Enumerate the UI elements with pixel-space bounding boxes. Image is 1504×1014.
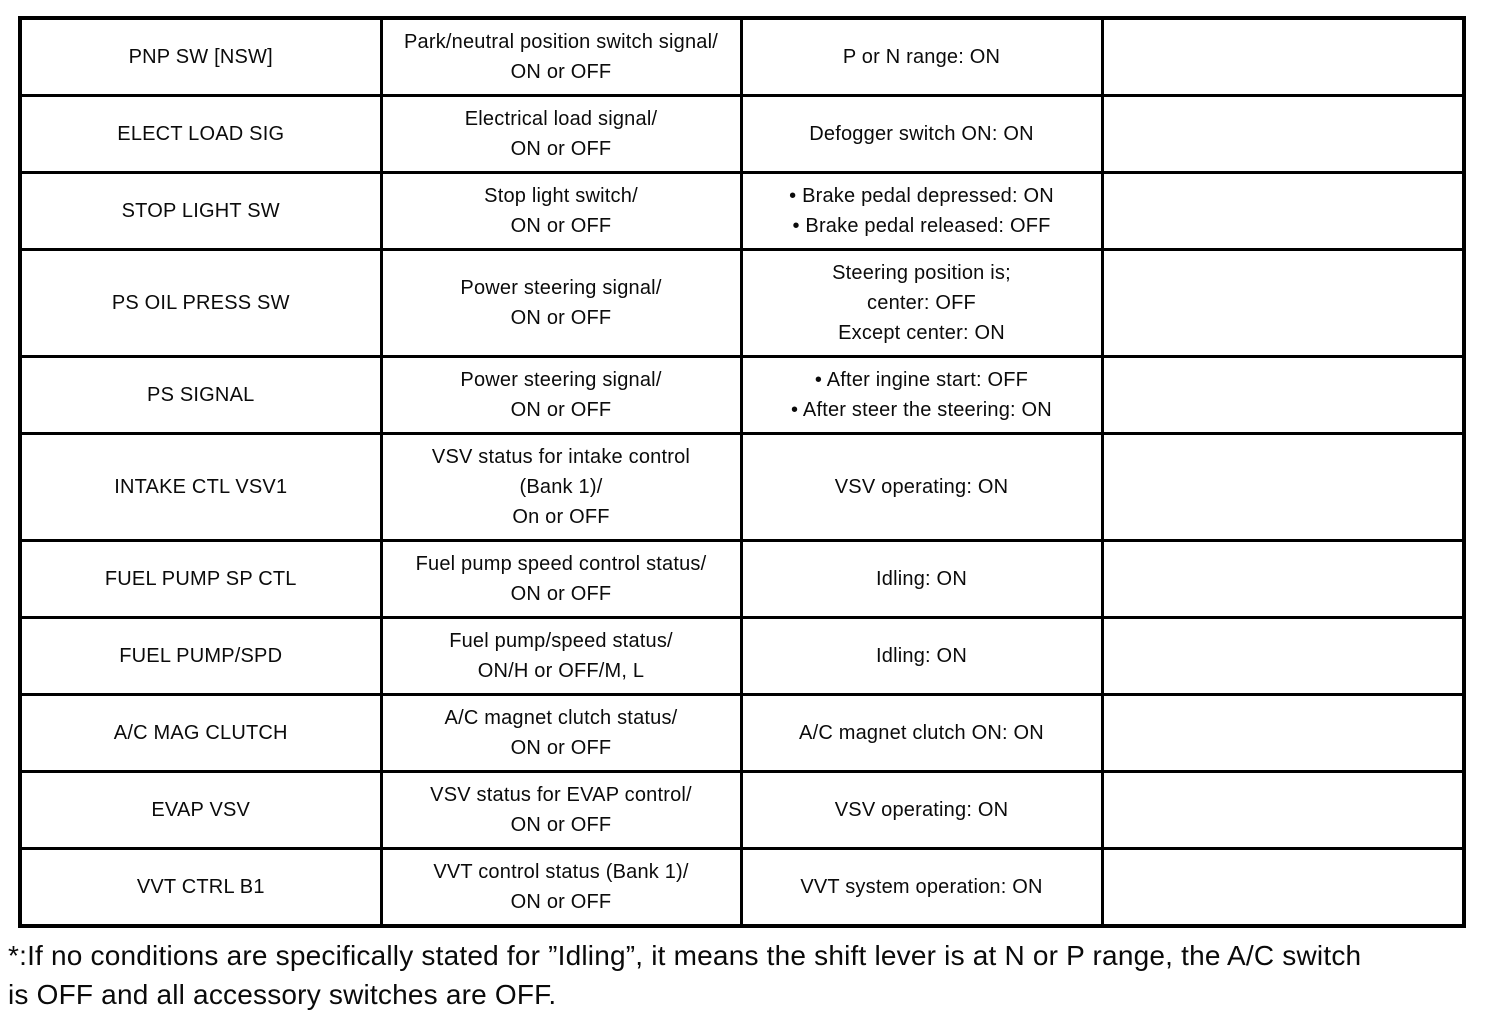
table-row: [20, 18, 1464, 96]
description-line: ON or OFF: [510, 307, 612, 329]
description-line: Fuel pump speed control status/: [415, 553, 707, 575]
table-row: [20, 772, 1464, 849]
table-row: [20, 541, 1464, 618]
description-cell: [381, 250, 741, 357]
description-line: ON or OFF: [510, 891, 612, 913]
condition-line: • Brake pedal depressed: ON: [789, 185, 1054, 207]
notes-cell: [1102, 18, 1464, 96]
condition-cell: [741, 772, 1102, 849]
notes-cell: [1102, 772, 1464, 849]
description-line: VSV status for EVAP control/: [430, 784, 692, 806]
item-cell: [20, 357, 381, 434]
item-cell: [20, 96, 381, 173]
description-line: Stop light switch/: [484, 185, 638, 207]
description-cell: [381, 772, 741, 849]
condition-line: Except center: ON: [838, 322, 1005, 344]
notes-cell: [1102, 434, 1464, 541]
description-line: Fuel pump/speed status/: [449, 630, 673, 652]
description-cell: [381, 96, 741, 173]
notes-cell: [1102, 618, 1464, 695]
condition-line: • Brake pedal released: OFF: [792, 215, 1051, 237]
item-cell: [20, 772, 381, 849]
condition-cell: [741, 250, 1102, 357]
description-line: VSV status for intake control: [431, 446, 691, 468]
notes-cell: [1102, 173, 1464, 250]
table-row: [20, 695, 1464, 772]
item-label: EVAP VSV: [151, 799, 251, 821]
table-row: [20, 434, 1464, 541]
item-label: A/C MAG CLUTCH: [113, 722, 288, 744]
description-line: ON or OFF: [510, 399, 612, 421]
table-row: [20, 357, 1464, 434]
condition-line: P or N range: ON: [842, 46, 1001, 68]
item-cell: [20, 695, 381, 772]
description-cell: [381, 434, 741, 541]
table-row: [20, 250, 1464, 357]
description-cell: [381, 695, 741, 772]
item-cell: [20, 849, 381, 927]
item-cell: [20, 618, 381, 695]
item-label: PS OIL PRESS SW: [111, 292, 290, 314]
item-cell: [20, 173, 381, 250]
condition-cell: [741, 96, 1102, 173]
item-label: STOP LIGHT SW: [121, 200, 280, 222]
item-label: FUEL PUMP/SPD: [119, 645, 283, 667]
item-label: PS SIGNAL: [147, 384, 255, 406]
item-label: VVT CTRL B1: [136, 876, 265, 898]
description-cell: [381, 849, 741, 927]
description-line: ON or OFF: [510, 138, 612, 160]
item-label: ELECT LOAD SIG: [117, 123, 285, 145]
description-cell: [381, 357, 741, 434]
condition-line: VSV operating: ON: [834, 799, 1009, 821]
description-line: (Bank 1)/: [519, 476, 603, 498]
table-row: [20, 173, 1464, 250]
data-table-body: [20, 18, 1464, 926]
description-line: ON or OFF: [510, 583, 612, 605]
item-label: INTAKE CTL VSV1: [114, 476, 288, 498]
condition-line: A/C magnet clutch ON: ON: [799, 722, 1044, 744]
description-line: Power steering signal/: [460, 369, 662, 391]
description-line: ON or OFF: [510, 737, 612, 759]
description-line: On or OFF: [512, 506, 610, 528]
condition-line: VSV operating: ON: [834, 476, 1009, 498]
notes-cell: [1102, 96, 1464, 173]
table-row: [20, 849, 1464, 927]
description-cell: [381, 541, 741, 618]
footnote: [8, 936, 1488, 1014]
condition-cell: [741, 541, 1102, 618]
description-line: Power steering signal/: [460, 277, 662, 299]
footnote-line: *:If no conditions are specifically stated for ”Idling”, it means the shift lever is at N or P range, the A/C switch: [8, 940, 1362, 971]
description-line: VVT control status (Bank 1)/: [433, 861, 689, 883]
condition-cell: [741, 434, 1102, 541]
condition-line: Idling: ON: [876, 568, 967, 590]
description-line: ON or OFF: [510, 61, 612, 83]
description-line: ON or OFF: [510, 215, 612, 237]
condition-cell: [741, 18, 1102, 96]
condition-line: • After ingine start: OFF: [814, 369, 1029, 391]
condition-cell: [741, 357, 1102, 434]
item-label: PNP SW [NSW]: [128, 46, 273, 68]
diagnostic-data-table: [18, 16, 1466, 928]
item-cell: [20, 434, 381, 541]
item-cell: [20, 541, 381, 618]
condition-line: • After steer the steering: ON: [791, 399, 1052, 421]
condition-line: Idling: ON: [876, 645, 967, 667]
notes-cell: [1102, 541, 1464, 618]
condition-line: Defogger switch ON: ON: [809, 123, 1034, 145]
table-row: [20, 96, 1464, 173]
item-cell: [20, 250, 381, 357]
condition-cell: [741, 695, 1102, 772]
item-label: FUEL PUMP SP CTL: [104, 568, 297, 590]
notes-cell: [1102, 849, 1464, 927]
notes-cell: [1102, 250, 1464, 357]
description-line: A/C magnet clutch status/: [444, 707, 678, 729]
condition-line: center: OFF: [867, 292, 976, 314]
description-line: ON or OFF: [510, 814, 612, 836]
description-cell: [381, 173, 741, 250]
condition-cell: [741, 849, 1102, 927]
table-row: [20, 618, 1464, 695]
condition-cell: [741, 618, 1102, 695]
item-cell: [20, 18, 381, 96]
description-line: ON/H or OFF/M, L: [477, 660, 645, 682]
condition-line: Steering position is;: [832, 262, 1011, 284]
footnote-line: is OFF and all accessory switches are OFF.: [8, 979, 557, 1010]
condition-line: VVT system operation: ON: [800, 876, 1043, 898]
description-line: Park/neutral position switch signal/: [403, 31, 719, 53]
description-cell: [381, 18, 741, 96]
notes-cell: [1102, 695, 1464, 772]
notes-cell: [1102, 357, 1464, 434]
condition-cell: [741, 173, 1102, 250]
description-cell: [381, 618, 741, 695]
description-line: Electrical load signal/: [464, 108, 658, 130]
